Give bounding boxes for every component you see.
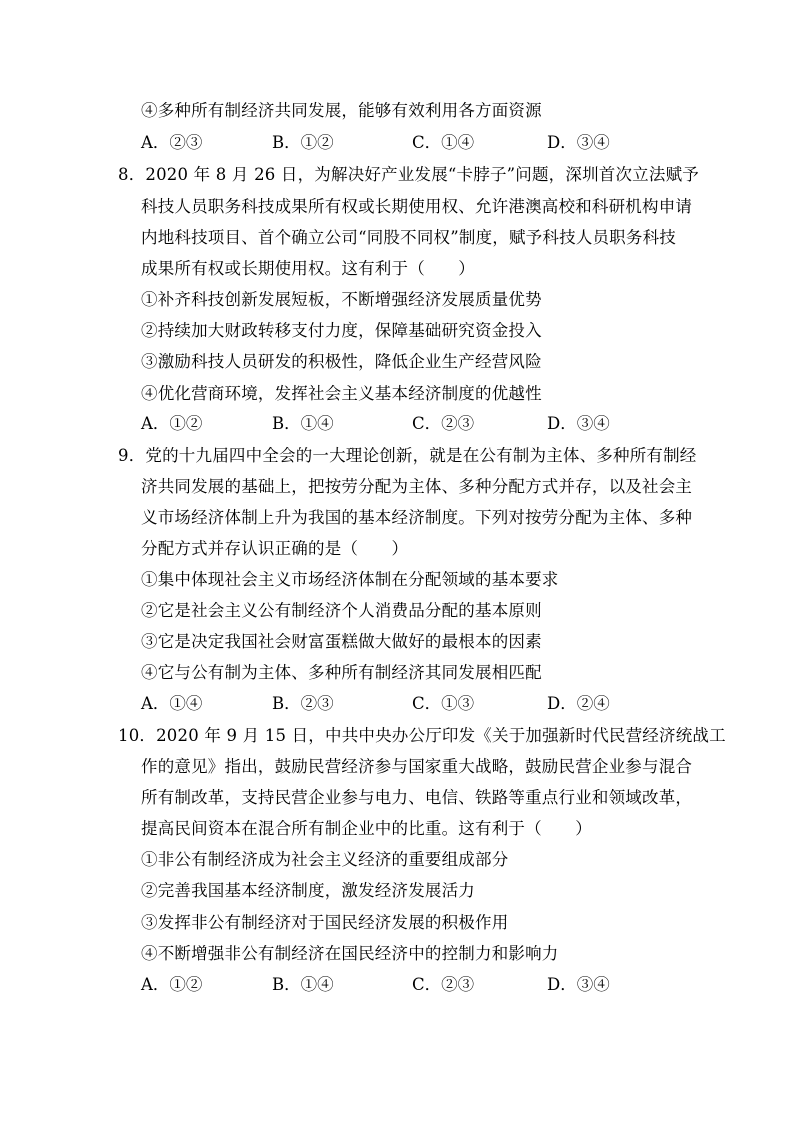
q8-statement-4: ④优化营商环境，发挥社会主义基本经济制度的优越性 (141, 384, 542, 403)
q10-option-d: D．③④ (547, 975, 610, 994)
q10-option-c: C．②③ (412, 975, 475, 994)
q8-stem-line-2: 科技人员职务科技成果所有权或长期使用权、允许港澳高校和科研机构申请 (141, 197, 693, 216)
q10-stem-line-1: 10．2020 年 9 月 15 日，中共中央办公厅印发《关于加强新时代民营经济统战工 (118, 726, 726, 745)
q7-option-d: D．③④ (547, 133, 610, 152)
q8-option-d: D．③④ (547, 414, 610, 433)
q8-option-b: B．①④ (272, 414, 334, 433)
q9-option-c: C．①③ (412, 694, 475, 713)
q9-option-a: A．①④ (141, 694, 203, 713)
q7-option-c: C．①④ (412, 133, 475, 152)
q8-option-c: C．②③ (412, 414, 475, 433)
q9-stem-line-3: 义市场经济体制上升为我国的基本经济制度。下列对按劳分配为主体、多种 (141, 508, 693, 527)
q7-option-b: B．①② (272, 133, 334, 152)
q10-statement-1: ①非公有制经济成为社会主义经济的重要组成部分 (141, 850, 509, 869)
q10-stem-line-4: 提高民间资本在混合所有制企业中的比重。这有利于（ ） (141, 819, 592, 838)
q7-option-a: A．②③ (141, 133, 203, 152)
q8-option-a: A．①② (141, 414, 203, 433)
q9-stem-line-4: 分配方式并存认识正确的是（ ） (141, 539, 409, 558)
q10-option-b: B．①④ (272, 975, 334, 994)
q9-option-b: B．②③ (272, 694, 334, 713)
q8-statement-1: ①补齐科技创新发展短板，不断增强经济发展质量优势 (141, 290, 542, 309)
q8-stem-line-1: 8．2020 年 8 月 26 日，为解决好产业发展“卡脖子”问题，深圳首次立法赋予 (118, 165, 699, 184)
q9-statement-3: ③它是决定我国社会财富蛋糕做大做好的最根本的因素 (141, 632, 542, 651)
q7-statement-4: ④多种所有制经济共同发展，能够有效利用各方面资源 (141, 101, 542, 120)
q10-option-a: A．①② (141, 975, 203, 994)
q10-statement-4: ④不断增强非公有制经济在国民经济中的控制力和影响力 (141, 944, 559, 963)
q9-statement-2: ②它是社会主义公有制经济个人消费品分配的基本原则 (141, 601, 542, 620)
q8-statement-2: ②持续加大财政转移支付力度，保障基础研究资金投入 (141, 321, 542, 340)
q9-option-d: D．②④ (547, 694, 610, 713)
q10-stem-line-2: 作的意见》指出，鼓励民营经济参与国家重大战略，鼓励民营企业参与混合 (141, 757, 693, 776)
q10-stem-line-3: 所有制改革，支持民营企业参与电力、电信、铁路等重点行业和领域改革， (141, 788, 693, 807)
q9-statement-1: ①集中体现社会主义市场经济体制在分配领域的基本要求 (141, 570, 559, 589)
q10-statement-2: ②完善我国基本经济制度，激发经济发展活力 (141, 881, 475, 900)
q9-statement-4: ④它与公有制为主体、多种所有制经济其同发展相匹配 (141, 663, 542, 682)
q10-statement-3: ③发挥非公有制经济对于国民经济发展的积极作用 (141, 913, 509, 932)
q8-stem-line-3: 内地科技项目、首个确立公司“同股不同权”制度，赋予科技人员职务科技 (141, 228, 676, 247)
q8-stem-line-4: 成果所有权或长期使用权。这有利于（ ） (141, 259, 475, 278)
q9-stem-line-1: 9．党的十九届四中全会的一大理论创新，就是在公有制为主体、多种所有制经 (118, 446, 697, 465)
q9-stem-line-2: 济共同发展的基础上，把按劳分配为主体、多种分配方式并存，以及社会主 (141, 477, 693, 496)
q8-statement-3: ③激励科技人员研发的积极性，降低企业生产经营风险 (141, 352, 542, 371)
